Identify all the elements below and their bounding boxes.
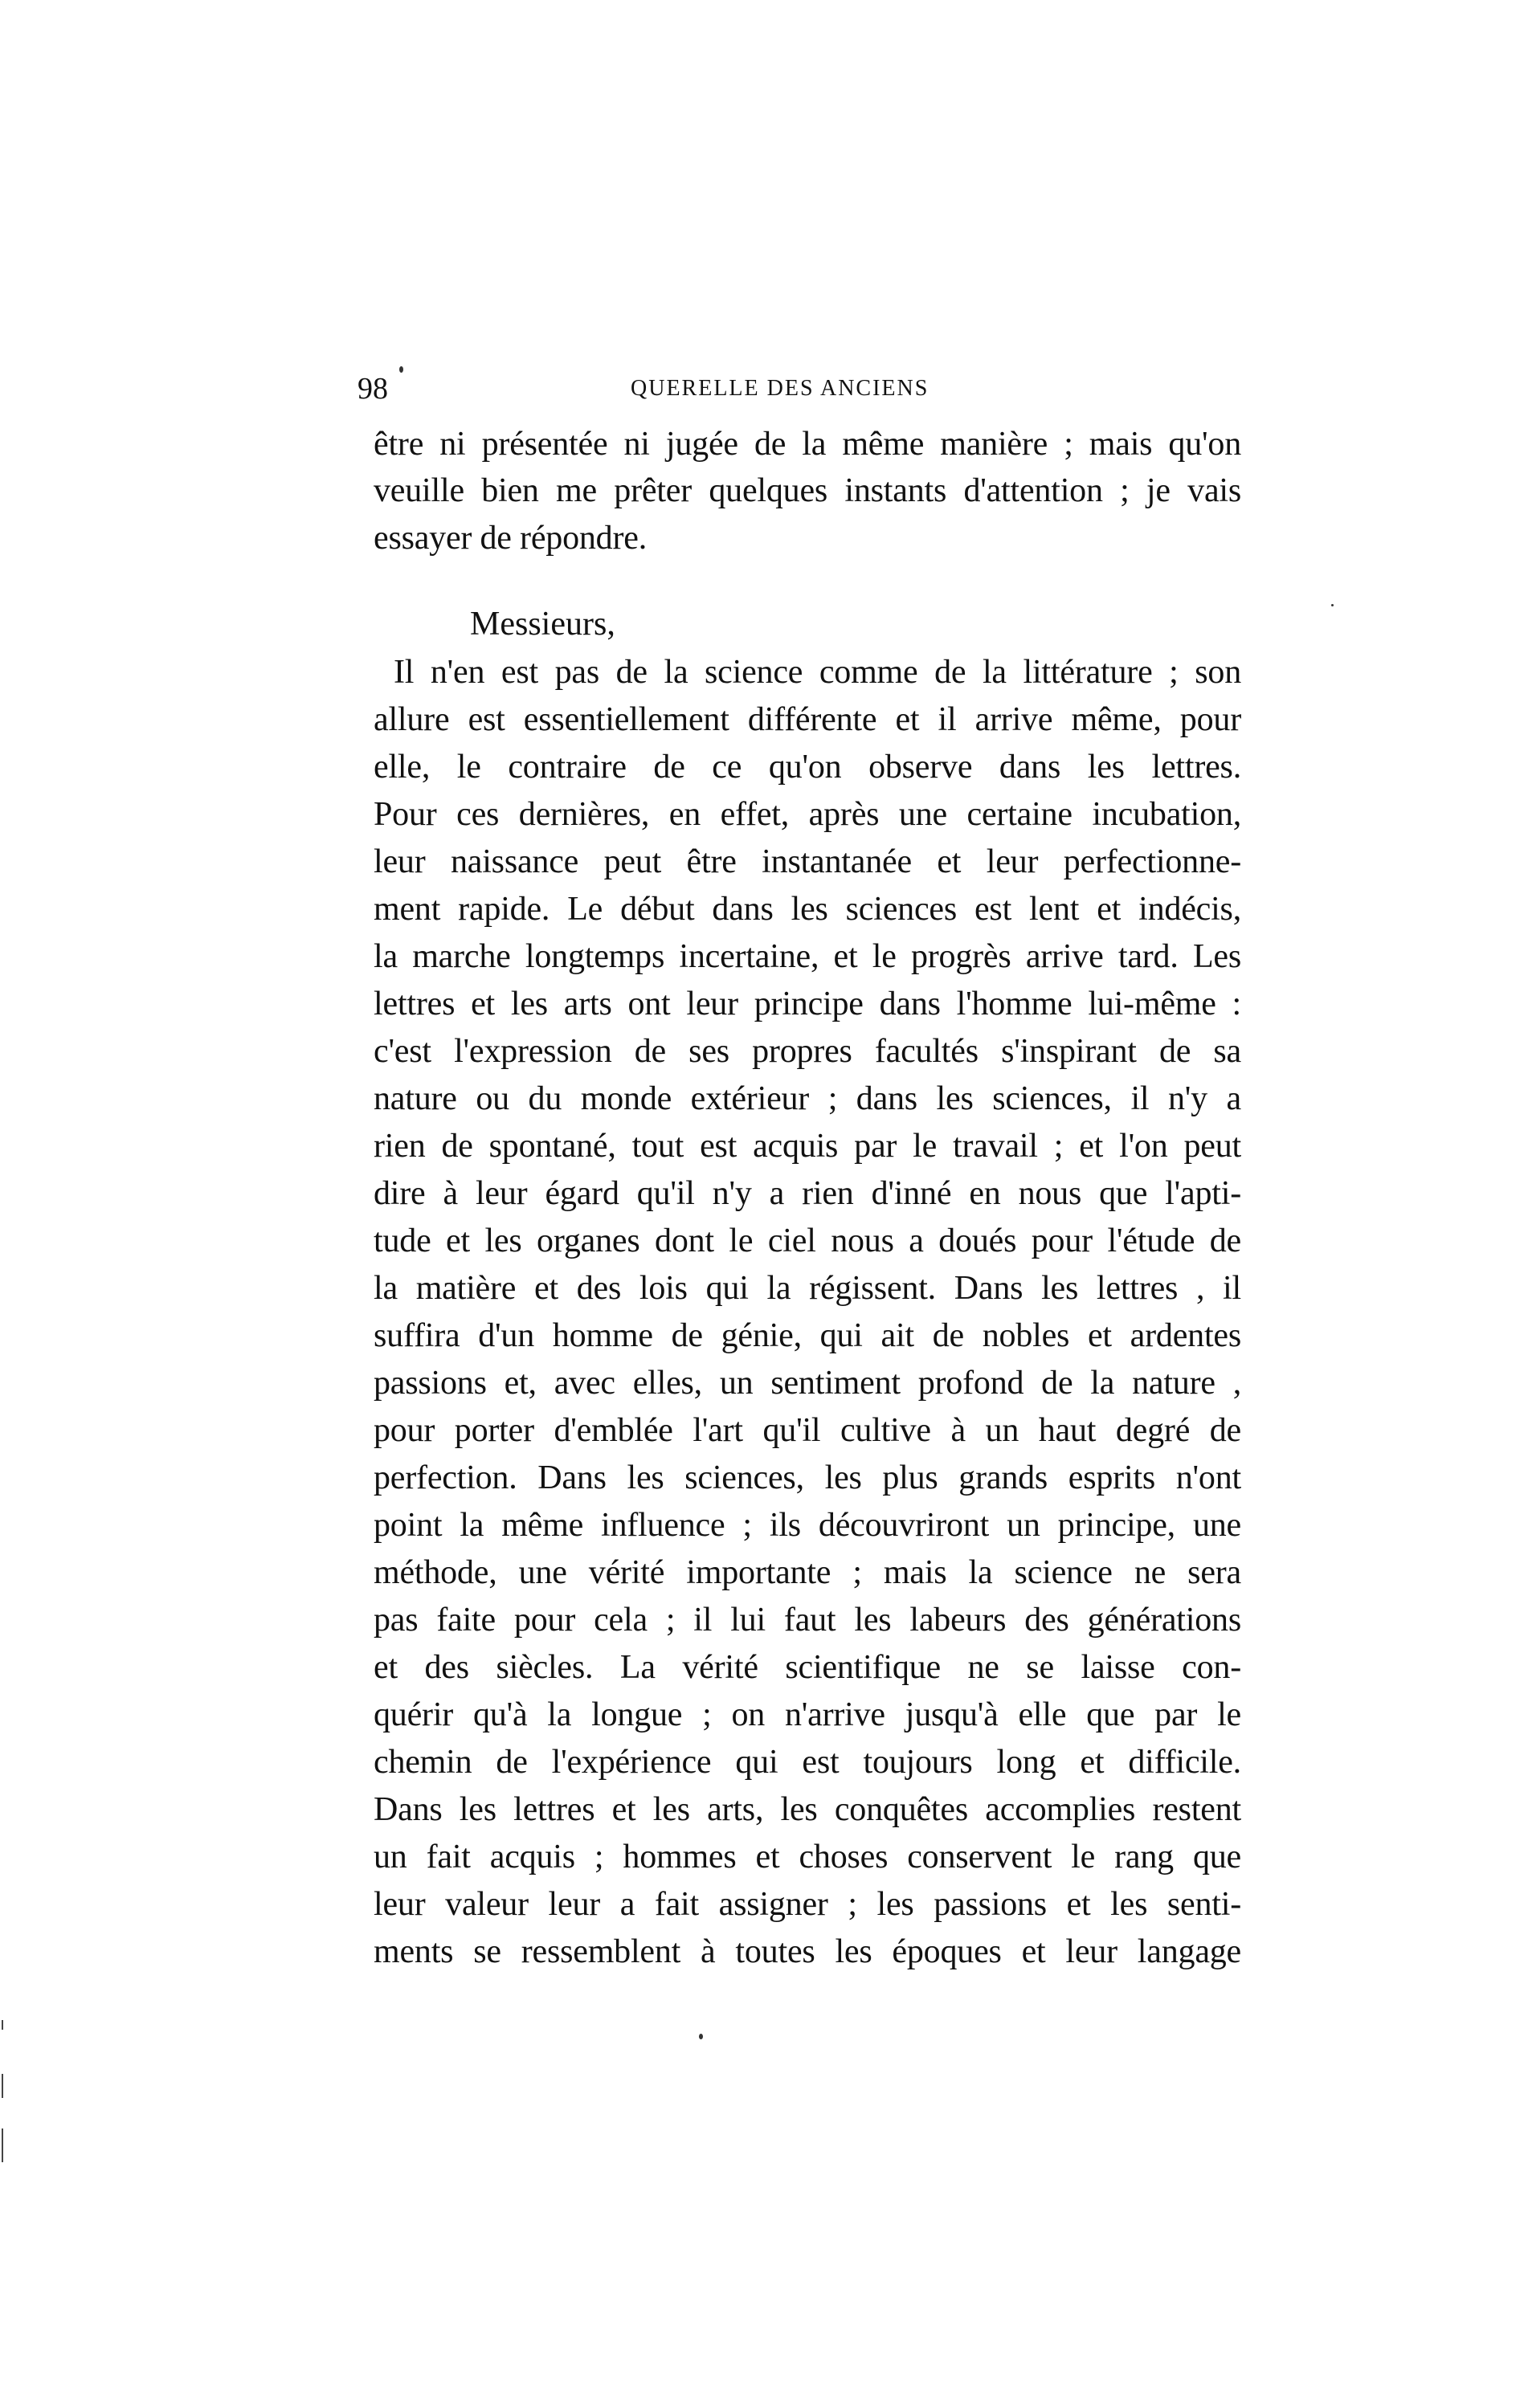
text-line: leur naissance peut être instantanée et leur perfectionne- <box>374 843 1241 880</box>
edge-mark <box>2 2020 3 2030</box>
edge-mark <box>2 2074 3 2098</box>
text-line: quérir qu'à la longue ; on n'arrive jusqu'à elle que par le <box>374 1696 1241 1733</box>
text-line: ment rapide. Le début dans les sciences est lent et indécis, <box>374 891 1241 928</box>
text-line: un fait acquis ; hommes et choses conservent le rang que <box>374 1839 1241 1875</box>
text-line: pas faite pour cela ; il lui faut les labeurs des générations <box>374 1602 1241 1639</box>
text-line: méthode, une vérité importante ; mais la science ne sera <box>374 1554 1241 1591</box>
text-line: rien de spontané, tout est acquis par le travail ; et l'on peut <box>374 1128 1241 1165</box>
text-line: allure est essentiellement différente et il arrive même, pour <box>374 701 1241 738</box>
text-line: Il n'en est pas de la science comme de la littérature ; son <box>394 654 1241 691</box>
text-line: nature ou du monde extérieur ; dans les sciences, il n'y a <box>374 1080 1241 1117</box>
text-line: pour porter d'emblée l'art qu'il cultive à un haut degré de <box>374 1412 1241 1449</box>
text-line: c'est l'expression de ses propres facultés s'inspirant de sa <box>374 1033 1241 1070</box>
text-line: leur valeur leur a fait assigner ; les passions et les senti- <box>374 1886 1241 1923</box>
text-line: la matière et des lois qui la régissent. Dans les lettres , il <box>374 1270 1241 1307</box>
text-line: suffira d'un homme de génie, qui ait de nobles et ardentes <box>374 1317 1241 1354</box>
text-line: point la même influence ; ils découvriront un principe, une <box>374 1507 1241 1544</box>
text-line: et des siècles. La vérité scientifique ne se laisse con- <box>374 1649 1241 1686</box>
edge-mark <box>2 2128 3 2162</box>
scan-speck <box>1331 604 1334 606</box>
text-line: lettres et les arts ont leur principe dans l'homme lui-même : <box>374 986 1241 1022</box>
text-line: elle, le contraire de ce qu'on observe dans les lettres. <box>374 749 1241 786</box>
text-line: tude et les organes dont le ciel nous a doués pour l'étude de <box>374 1222 1241 1259</box>
text-line: être ni présentée ni jugée de la même manière ; mais qu'on <box>374 426 1241 463</box>
text-line: veuille bien me prêter quelques instants d'attention ; je vais <box>374 472 1241 509</box>
text-line: ments se ressemblent à toutes les époques et leur langage <box>374 1933 1241 1970</box>
text-line: la marche longtemps incertaine, et le progrès arrive tard. Les <box>374 938 1241 975</box>
page-number: 98 <box>358 372 388 406</box>
scan-speck <box>399 366 403 373</box>
running-head <box>358 371 1241 411</box>
text-line: perfection. Dans les sciences, les plus grands esprits n'ont <box>374 1459 1241 1496</box>
text-line: chemin de l'expérience qui est toujours long et difficile. <box>374 1744 1241 1781</box>
text-line: Pour ces dernières, en effet, après une certaine incubation, <box>374 796 1241 833</box>
scan-speck <box>699 2034 703 2039</box>
text-line: essayer de répondre. <box>374 520 647 557</box>
salutation: Messieurs, <box>470 606 615 643</box>
text-line: Dans les lettres et les arts, les conquêtes accomplies restent <box>374 1791 1241 1828</box>
running-title: QUERELLE DES ANCIENS <box>631 376 930 401</box>
text-line: dire à leur égard qu'il n'y a rien d'inné en nous que l'apti- <box>374 1175 1241 1212</box>
text-line: passions et, avec elles, un sentiment profond de la nature , <box>374 1365 1241 1402</box>
